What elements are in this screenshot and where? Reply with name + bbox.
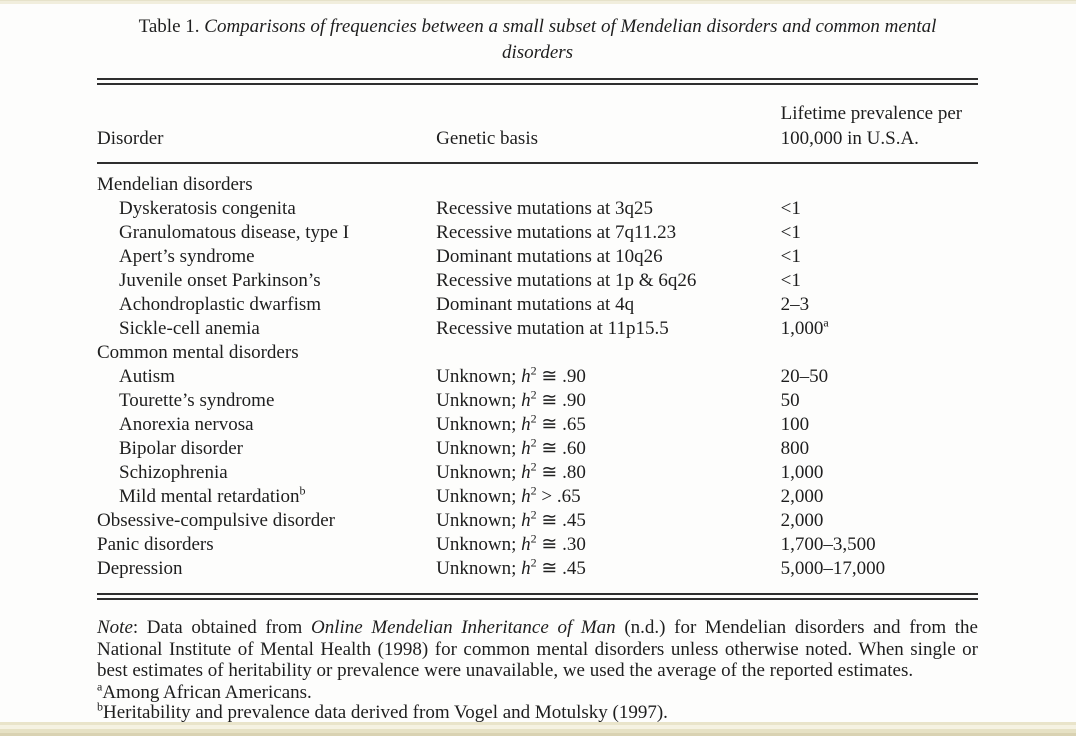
exponent: 2 xyxy=(530,483,537,498)
disorder-cell: Common mental disorders xyxy=(97,342,299,363)
table-figure xyxy=(97,10,978,723)
disorder-cell: Juvenile onset Parkinson’s xyxy=(119,270,321,291)
table-row xyxy=(97,269,978,293)
note-segment: Note xyxy=(97,617,133,638)
heritability-symbol: h xyxy=(521,462,531,483)
disorder-cell: Autism xyxy=(119,366,175,387)
exponent: 2 xyxy=(530,435,537,450)
disorder-cell: Bipolar disorder xyxy=(119,438,244,459)
heritability-symbol: h xyxy=(521,534,531,555)
disorder-cell: Schizophrenia xyxy=(119,462,228,483)
genetic-basis-cell: Unknown; $h^2$ ≅ .80 xyxy=(436,459,586,483)
exponent: 2 xyxy=(530,363,537,378)
heritability-symbol: h xyxy=(521,414,531,435)
table-row xyxy=(97,221,978,245)
heritability-symbol: h xyxy=(521,390,531,411)
table-top-rule xyxy=(97,78,978,85)
table-footnotes xyxy=(97,679,978,723)
disorder-cell: Depression xyxy=(97,558,183,579)
genetic-basis-cell: Unknown; $h^2$ ≅ .90 xyxy=(436,387,586,411)
note-segment: : Data obtained from xyxy=(132,617,311,638)
table-row xyxy=(97,533,978,557)
exponent: 2 xyxy=(530,531,537,546)
page-top-border xyxy=(0,0,1076,4)
genetic-basis-cell: Unknown; $h^2 > .65$ xyxy=(436,483,581,507)
prevalence-cell xyxy=(781,173,978,197)
footnote-marker: a xyxy=(97,679,103,694)
disorder-cell: Tourette’s syndrome xyxy=(119,390,275,411)
prevalence-cell: <1 xyxy=(780,222,801,243)
exponent: 2 xyxy=(530,459,537,474)
table-row xyxy=(97,557,978,581)
table-caption-text: Comparisons of frequencies between a small subset of Mendelian disorders and common mental disorders xyxy=(204,16,937,63)
genetic-basis-cell: Recessive mutations at 1p & 6q26 xyxy=(436,270,697,291)
disorder-cell: Obsessive-compulsive disorder xyxy=(97,510,335,531)
genetic-basis-cell: Recessive mutation at 11p15.5 xyxy=(436,318,669,339)
genetic-basis-cell: Recessive mutations at 7q11.23 xyxy=(436,222,677,243)
exponent: 2 xyxy=(530,411,537,426)
disorder-cell: Apert’s syndrome xyxy=(119,246,255,267)
prevalence-cell: <1 xyxy=(780,270,801,291)
prevalence-cell: 2–3 xyxy=(780,294,810,315)
genetic-basis-cell xyxy=(436,341,780,365)
footnote: $^b$Heritability and prevalence data derived from Vogel and Motulsky (1997). xyxy=(97,699,668,723)
table-header-row xyxy=(97,85,978,162)
column-header: Lifetime prevalence per 100,000 in U.S.A. xyxy=(780,103,963,149)
disorder-cell: Achondroplastic dwarfism xyxy=(119,294,322,315)
genetic-basis-cell: Dominant mutations at 10q26 xyxy=(436,246,663,267)
footnote: $^a$Among African Americans. xyxy=(97,679,312,703)
heritability-symbol: h xyxy=(521,366,531,387)
table-row xyxy=(97,437,978,461)
table-bottom-rule xyxy=(97,593,978,600)
page-bottom-border xyxy=(0,722,1076,736)
genetic-basis-cell: Unknown; $h^2$ ≅ .30 xyxy=(436,531,586,555)
genetic-basis-cell xyxy=(436,173,780,197)
table-row xyxy=(97,461,978,485)
table-row xyxy=(97,389,978,413)
table-row xyxy=(97,197,978,221)
disorder-cell: Mendelian disorders xyxy=(97,174,253,195)
column-header: Genetic basis xyxy=(436,128,538,149)
disorder-cell: Mild mental retardation$^b$ xyxy=(119,483,306,507)
table-caption xyxy=(138,14,938,66)
table-row xyxy=(97,245,978,269)
note-segment: Online Mendelian Inheritance of Man xyxy=(310,617,616,638)
prevalence-cell: 800 xyxy=(780,438,810,459)
prevalence-cell: 1,000$^a$ xyxy=(780,315,829,339)
exponent: 2 xyxy=(530,507,537,522)
prevalence-cell: 20–50 xyxy=(780,366,829,387)
prevalence-cell: 5,000–17,000 xyxy=(780,558,886,579)
exponent: 2 xyxy=(530,387,537,402)
heritability-symbol: h xyxy=(521,438,531,459)
column-header: Disorder xyxy=(97,128,164,149)
table-section-row xyxy=(97,173,978,197)
table-row xyxy=(97,413,978,437)
table-note xyxy=(97,617,978,682)
footnote-marker: b xyxy=(97,699,103,714)
table-section-row xyxy=(97,341,978,365)
footnote-marker: b xyxy=(299,483,306,498)
heritability-symbol: h xyxy=(521,486,531,507)
genetic-basis-cell: Unknown; $h^2$ ≅ .45 xyxy=(436,555,586,579)
genetic-basis-cell: Unknown; $h^2$ ≅ .60 xyxy=(436,435,586,459)
genetic-basis-cell: Unknown; $h^2$ ≅ .45 xyxy=(436,507,586,531)
prevalence-cell: 2,000 xyxy=(780,510,824,531)
prevalence-cell: 2,000 xyxy=(780,486,824,507)
prevalence-cell: <1 xyxy=(780,198,801,219)
genetic-basis-cell: Dominant mutations at 4q xyxy=(436,294,635,315)
disorder-cell: Anorexia nervosa xyxy=(119,414,254,435)
table-caption-label: Table 1. xyxy=(138,16,205,37)
genetic-basis-cell: Unknown; $h^2$ ≅ .90 xyxy=(436,363,586,387)
table-row xyxy=(97,293,978,317)
disorder-cell: Dyskeratosis congenita xyxy=(119,198,296,219)
table-row xyxy=(97,485,978,509)
disorder-cell: Sickle-cell anemia xyxy=(119,318,260,339)
table-row xyxy=(97,509,978,533)
heritability-symbol: h xyxy=(521,558,531,579)
prevalence-cell: 1,700–3,500 xyxy=(780,534,876,555)
note-segment: (n.d.) for Mendelian disorders and from the National Institute of Mental Health (1998) for common mental disorders unless otherwise noted. When single or best estimates of heritability or prevalence were unavailable, we used the average of the reported estimates. xyxy=(97,617,978,681)
genetic-basis-cell: Unknown; $h^2$ ≅ .65 xyxy=(436,411,586,435)
exponent: 2 xyxy=(530,555,537,570)
heritability-symbol: h xyxy=(521,510,531,531)
footnote-marker: a xyxy=(823,315,829,330)
genetic-basis-cell: Recessive mutations at 3q25 xyxy=(436,198,654,219)
table-body xyxy=(97,164,978,593)
prevalence-cell xyxy=(781,341,978,365)
prevalence-cell: <1 xyxy=(780,246,801,267)
prevalence-cell: 50 xyxy=(780,390,800,411)
table-row xyxy=(97,365,978,389)
disorder-cell: Panic disorders xyxy=(97,534,214,555)
prevalence-cell: 100 xyxy=(780,414,810,435)
disorder-cell: Granulomatous disease, type I xyxy=(119,222,350,243)
prevalence-cell: 1,000 xyxy=(780,462,824,483)
table-row xyxy=(97,317,978,341)
